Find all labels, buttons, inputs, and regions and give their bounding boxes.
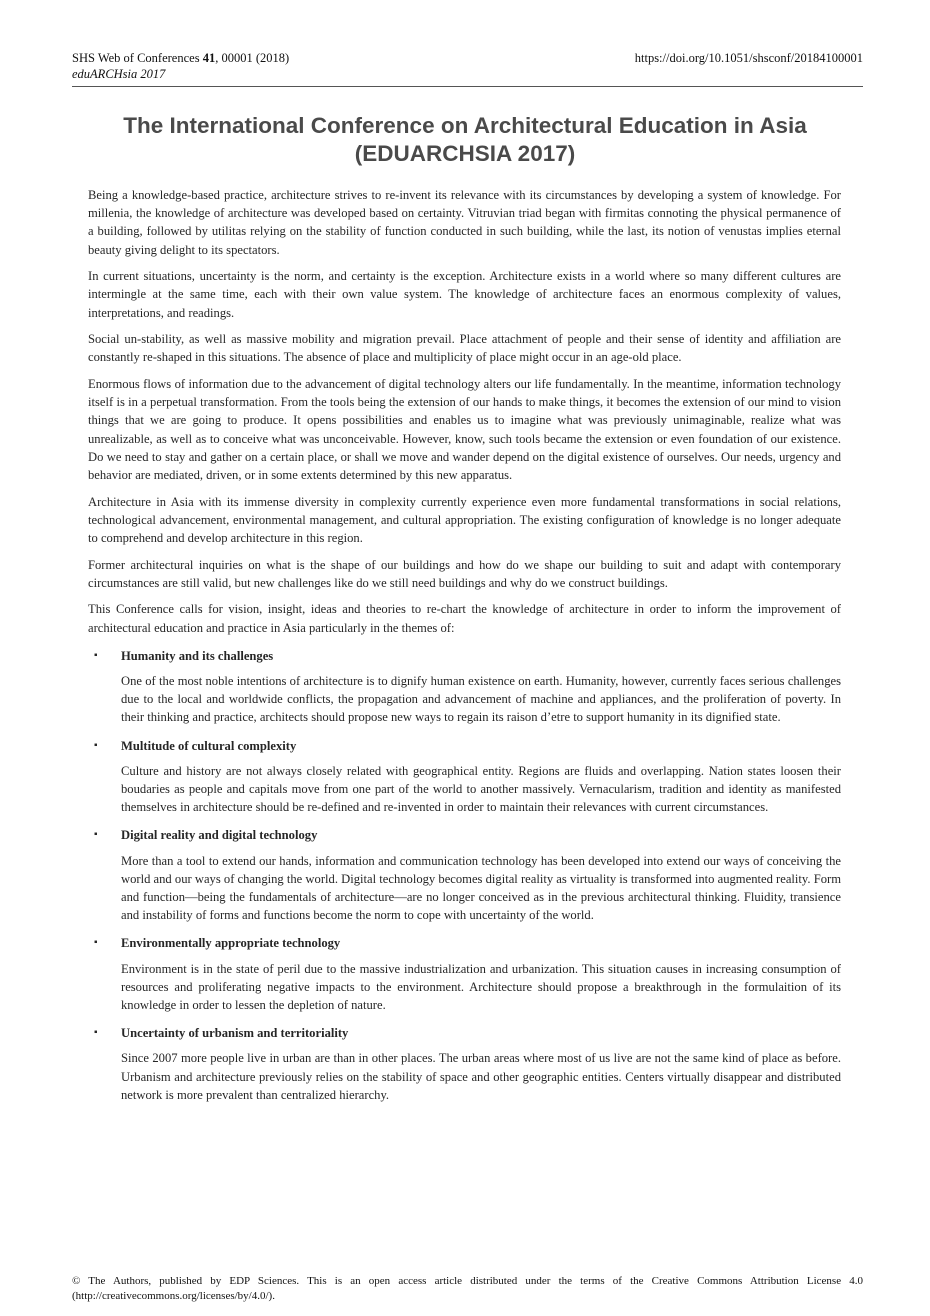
theme-heading: Uncertainty of urbanism and territoriality — [121, 1026, 349, 1041]
theme-heading: Humanity and its challenges — [121, 648, 274, 663]
conference-name: eduARCHsia 2017 — [72, 67, 166, 81]
paragraph: Architecture in Asia with its immense diversity in complexity currently experience even more fundamental transformations in social relations, technological advancement, environmental management, and cultural appropriation. The existing configuration of knowledge is no longer adequate to comprehend and develop architecture in this region. — [88, 494, 841, 546]
bullet-icon: ▪ — [94, 1027, 98, 1039]
header-divider — [72, 86, 863, 87]
journal-name: SHS Web of Conferences — [72, 51, 203, 65]
theme-item — [88, 737, 841, 817]
bullet-icon: ▪ — [94, 937, 98, 949]
license-footer: © The Authors, published by EDP Sciences. This is an open access article distributed under the terms of the Creative Commons Attribution License 4.0 (http://creativecommons.org/licenses/by/4.0/). — [72, 1275, 863, 1302]
bullet-icon: ▪ — [94, 739, 98, 751]
paragraph: Being a knowledge-based practice, architecture strives to re-invent its relevance with its circumstances by developing a system of knowledge. For millenia, the knowledge of architecture was developed based on certainty. Vitruvian triad began with firmitas connoting the physical permanence of a building, followed by utilitas relying on the stability of function conducted in such building, while the last, its notion of venustas implies eternal beauty giving delight to its spectators. — [88, 188, 841, 257]
theme-description: Environment is in the state of peril due to the massive industrialization and urbanization. This situation causes in increasing consumption of resources and proliferating negative impacts to the environment. Architecture should propose a breakthrough in the formulaition of its knowledge in order to lessen the depletion of nature. — [121, 961, 841, 1013]
running-header — [72, 50, 863, 82]
theme-heading: Environmentally appropriate technology — [121, 936, 341, 951]
paragraph: This Conference calls for vision, insight, ideas and theories to re-chart the knowledge of architecture in order to inform the improvement of architectural education and practice in Asia particularly in the themes of: — [88, 602, 841, 635]
theme-item — [88, 826, 841, 924]
paragraph: Enormous flows of information due to the advancement of digital technology alters our life fundamentally. In the meantime, information technology itself is in a perpetual transformation. From the tools being the extension of our hands to make things, it becomes the extension of our mind to vision things that we are going to produce. It opens possibilities and enables us to imagine what was previously unimaginable, realize what was unrealizable, as well as to conceive what was unconceivable. However, know, such tools became the extension or even foundation of our existence. Do we need to stay and gather on a certain place, or shall we move and wander depend on the digital existence of ourselves. Our needs, urgency and behavior are mediated, driven, or in some extents determined by this new apparatus. — [88, 377, 841, 483]
theme-description: More than a tool to extend our hands, information and communication technology has been developed into extend our ways of conceiving the world and our ways of changing the world. Digital technology becomes digital reality as virtuality is transformed into augmented reality. Form and function—being the fundamentals of architecture—are no longer conceived as in the previous architectural thinking. Fluidity, transience and instability of forms and functions become the norm to cope with uncertainty of the world. — [121, 853, 841, 923]
theme-item — [88, 1024, 841, 1104]
paragraph: Former architectural inquiries on what is the shape of our buildings and how do we shape our building to suit and adapt with contemporary circumstances are still valid, but new challenges like do we still need buildings and why do we construct buildings. — [88, 557, 841, 590]
theme-description: Culture and history are not always closely related with geographical entity. Regions are fluids and overlapping. Nation states loosen their boudaries as people and capitals move from one part of the world to another massively. Vernacularism, tradition and identity as manifested themselves in architecture should be re-defined and re-invented in order to maintain their relevances with current circumstances. — [121, 763, 841, 815]
journal-citation — [72, 50, 289, 66]
paragraph: In current situations, uncertainty is the norm, and certainty is the exception. Architecture exists in a world where so many different cultures are intermingle at the same time, each with their own value system. The knowledge of architecture faces an enormous complexity of values, interpretations, and readings. — [88, 269, 841, 320]
theme-heading: Digital reality and digital technology — [121, 828, 318, 843]
article-number: , 00001 (2018) — [215, 51, 290, 65]
journal-volume: 41 — [202, 51, 216, 65]
bullet-icon: ▪ — [94, 829, 98, 841]
theme-item — [88, 647, 841, 727]
paper-title: The International Conference on Architectural Education in Asia (EDUARCHSIA 2017) — [123, 113, 807, 166]
theme-description: One of the most noble intentions of architecture is to dignify human existence on earth. Humanity, however, currently faces serious challenges due to the local and worldwide conflicts, the propagation and advancement of machine and appliances, and the proliferation of poverty. In their thinking and practice, architects should propose new ways to regain its raison d’etre to support humanity in its dignified state. — [121, 674, 841, 725]
theme-description: Since 2007 more people live in urban are than in other places. The urban areas where most of us live are not the same kind of place as before. Urbanism and architecture previously relies on the stability of space and other geographic entities. Centers virtually disappear and distributed network is more prevalent than centralized hierarchy. — [121, 1051, 841, 1102]
theme-heading: Multitude of cultural complexity — [121, 738, 297, 753]
doi-link[interactable]: https://doi.org/10.1051/shsconf/20184100001 — [634, 51, 863, 65]
theme-item — [88, 934, 841, 1014]
bullet-icon: ▪ — [94, 649, 98, 661]
body-text — [88, 186, 841, 1104]
paragraph: Social un-stability, as well as massive mobility and migration prevail. Place attachment of people and their sense of identity and affiliation are constantly re-shaped in this situations. The absence of place and multiplicity of place might occur in an age-old place. — [88, 332, 841, 365]
